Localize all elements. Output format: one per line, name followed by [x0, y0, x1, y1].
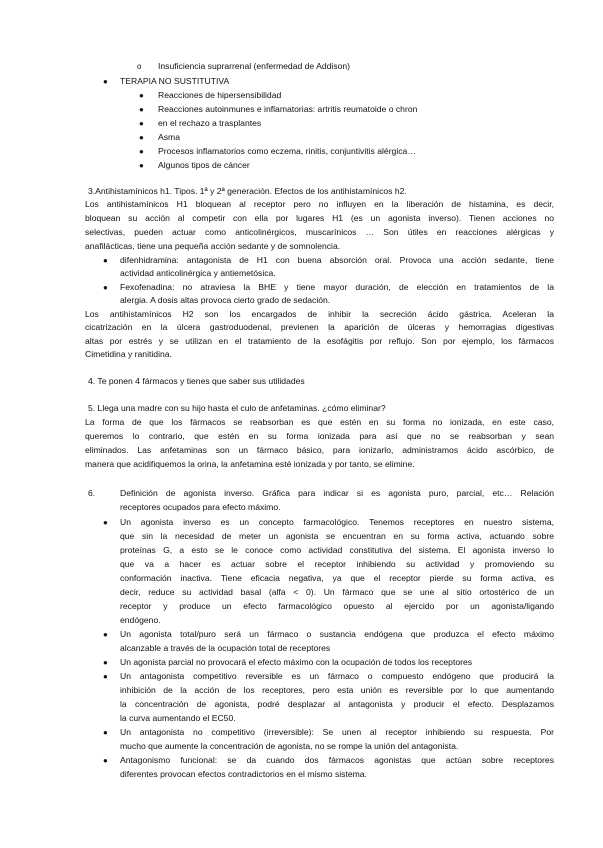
list-item: Reacciones de hipersensibilidad — [158, 90, 282, 100]
bullet-icon: ● — [103, 630, 108, 639]
bullet-icon: ● — [103, 283, 108, 292]
paragraph-line: cicatrización en la úlcera gastroduodenal, previenen la aparición de úlceras y hemorragias digestivas — [85, 322, 554, 332]
list-item-line: receptor y produce un efecto farmacológico opuesto al ejercido por un agonista/ligando — [120, 601, 554, 611]
list-item-line: Un antagonista competitivo reversible es un fármaco o compuesto endógeno que producirá la — [120, 671, 554, 681]
paragraph-line: anafilácticas, tiene una pequeña acción sedante y de somnolencia. — [85, 241, 341, 251]
section-number-6: 6. — [88, 488, 96, 498]
list-item-line: difenhidramina: antagonista de H1 con buena absorción oral. Provoca una acción sedante, tiene — [120, 255, 554, 265]
list-item-line: que sin la necesidad de meter un agonista se encuentran en su forma activa, actuando sobre — [120, 531, 554, 541]
bullet-icon: ● — [139, 161, 144, 170]
bullet-icon: ● — [103, 658, 108, 667]
list-item-line: Antagonismo funcional: se da cuando dos fármacos agonistas que actúan sobre receptores — [120, 755, 554, 765]
list-item-line: decir, reduce su actividad basal (alfa < 0). Un fármaco que se une al sitio ortostérico de un — [120, 587, 554, 597]
bullet-icon: ● — [103, 518, 108, 527]
section-title-5: 5. Llega una madre con su hijo hasta el culo de anfetaminas. ¿cómo eliminar? — [88, 403, 386, 413]
bullet-icon: ● — [103, 672, 108, 681]
paragraph-line: altas por estrés y se utilizan en el tratamiento de la esofágitis por reflujo. Son por ejemplo, los fármacos — [85, 336, 554, 346]
list-item: Reacciones autoinmunes e inflamatorias: artritis reumatoide o chron — [158, 104, 418, 114]
list-item-line: inhibición de la acción de los receptores, pero esta unión es reversible por lo que aumentando — [120, 685, 554, 695]
list-item-line: actividad anticolinérgica y antiemetósica. — [120, 268, 276, 278]
paragraph-line: Cimetidina y ranitidina. — [85, 349, 172, 359]
list-item-line: mucho que aumente la concentración de agonista, no se rompe la unión del antagonista. — [120, 741, 459, 751]
section-title-4: 4. Te ponen 4 fármacos y tienes que saber sus utilidades — [88, 376, 305, 386]
paragraph-line: eliminados. Las anfetaminas son un fármaco básico, para ionizarlo, administramos ácido ascórbico, de — [85, 445, 554, 455]
list-item-line: Un agonista total/puro será un fármaco o sustancia endógena que produzca el efecto máximo — [120, 629, 554, 639]
list-item-line: Fexofenadina: no atraviesa la BHE y tiene mayor duración, de elección en tratamientos de la — [120, 282, 554, 292]
section-title-6: Definición de agonista inverso. Gráfica para indicar si es agonista puro, parcial, etc… Relación — [120, 488, 554, 498]
list-item: Algunos tipos de cáncer — [158, 160, 250, 170]
list-item-line: proteínas G, a esto se le conoce como actividad constitutiva del sistema. El agonista inverso lo — [120, 545, 554, 555]
list-item-line: diferentes provocan efectos contradictorios en el mismo sistema. — [120, 769, 367, 779]
paragraph-line: manera que acidifiquemos la orina, la anfetamina esté ionizada y por tanto, se elimine. — [85, 459, 415, 469]
list-item-line: que va a hacer es actuar sobre el receptor inhibiendo su actividad y promoviendo su — [120, 559, 554, 569]
paragraph-line: Los antihistamínicos H2 son los encargados de inhibir la secreción ácido gástrica. Aceleran la — [85, 309, 554, 319]
paragraph-line: Los antihistamínicos H1 bloquean al receptor pero no influyen en la liberación de histamina, es decir, — [85, 199, 554, 209]
list-item: Asma — [158, 132, 180, 142]
bullet-icon: ● — [139, 147, 144, 156]
list-item-line: endógeno. — [120, 615, 161, 625]
bullet-icon: ● — [103, 256, 108, 265]
paragraph-line: selectivas, pueden actuar como anticolinérgicos, muscarínicos … Son útiles en reacciones alérgicas y — [85, 227, 554, 237]
bullet-icon: ● — [103, 756, 108, 765]
list-item-line: alergia. A dosis altas provoca cierto grado de sedación. — [120, 295, 331, 305]
paragraph-line: bloquean su acción al competir con ella por lugares H1 (es un agonista inverso). Tienen acciones no — [85, 213, 554, 223]
list-item-line: Un agonista inverso es un concepto farmacológico. Tenemos receptores en nuestro sistema, — [120, 517, 554, 527]
list-item-line: alcanzable a través de la ocupación total de receptores — [120, 643, 331, 653]
circle-bullet-icon: o — [137, 62, 142, 71]
section-title-6-cont: receptores ocupados para efecto máximo. — [120, 502, 281, 512]
bullet-icon: ● — [139, 91, 144, 100]
list-heading-terapia: TERAPIA NO SUSTITUTIVA — [120, 76, 230, 86]
list-item-line: la concentración de agonista, podré desplazar al antagonista y producir el efecto. Desplazamos — [120, 699, 554, 709]
bullet-icon: ● — [139, 105, 144, 114]
list-item-addison: Insuficiencia suprarrenal (enfermedad de Addison) — [158, 61, 351, 71]
list-item: en el rechazo a trasplantes — [158, 118, 262, 128]
list-item: Procesos inflamatorios como eczema, rinitis, conjuntivitis alérgica… — [158, 146, 416, 156]
section-title-3: 3.Antihistamínicos h1. Tipos. 1ª y 2ª generación. Efectos de los antihistamínicos h2. — [88, 186, 407, 196]
list-item-line: Un antagonista no competitivo (irreversible): Se unen al receptor inhibiendo su respuesta. Por — [120, 727, 554, 737]
bullet-icon: ● — [103, 728, 108, 737]
paragraph-line: queremos lo contrario, que estén en su forma ionizada para así que no se reabsorban y sean — [85, 431, 554, 441]
list-item-line: la curva aumentando el EC50. — [120, 713, 236, 723]
bullet-icon: ● — [139, 119, 144, 128]
list-item-line: conformación inactiva. Tiene eficacia negativa, ya que el receptor pierde su forma activa, es — [120, 573, 554, 583]
list-item-line: Un agonista parcial no provocará el efecto máximo con la ocupación de todos los receptores — [120, 657, 473, 667]
paragraph-line: La forma de que los fármacos se reabsorban es que estén en su forma no ionizada, en este caso, — [85, 417, 554, 427]
bullet-icon: ● — [139, 133, 144, 142]
bullet-icon: ● — [103, 77, 108, 86]
